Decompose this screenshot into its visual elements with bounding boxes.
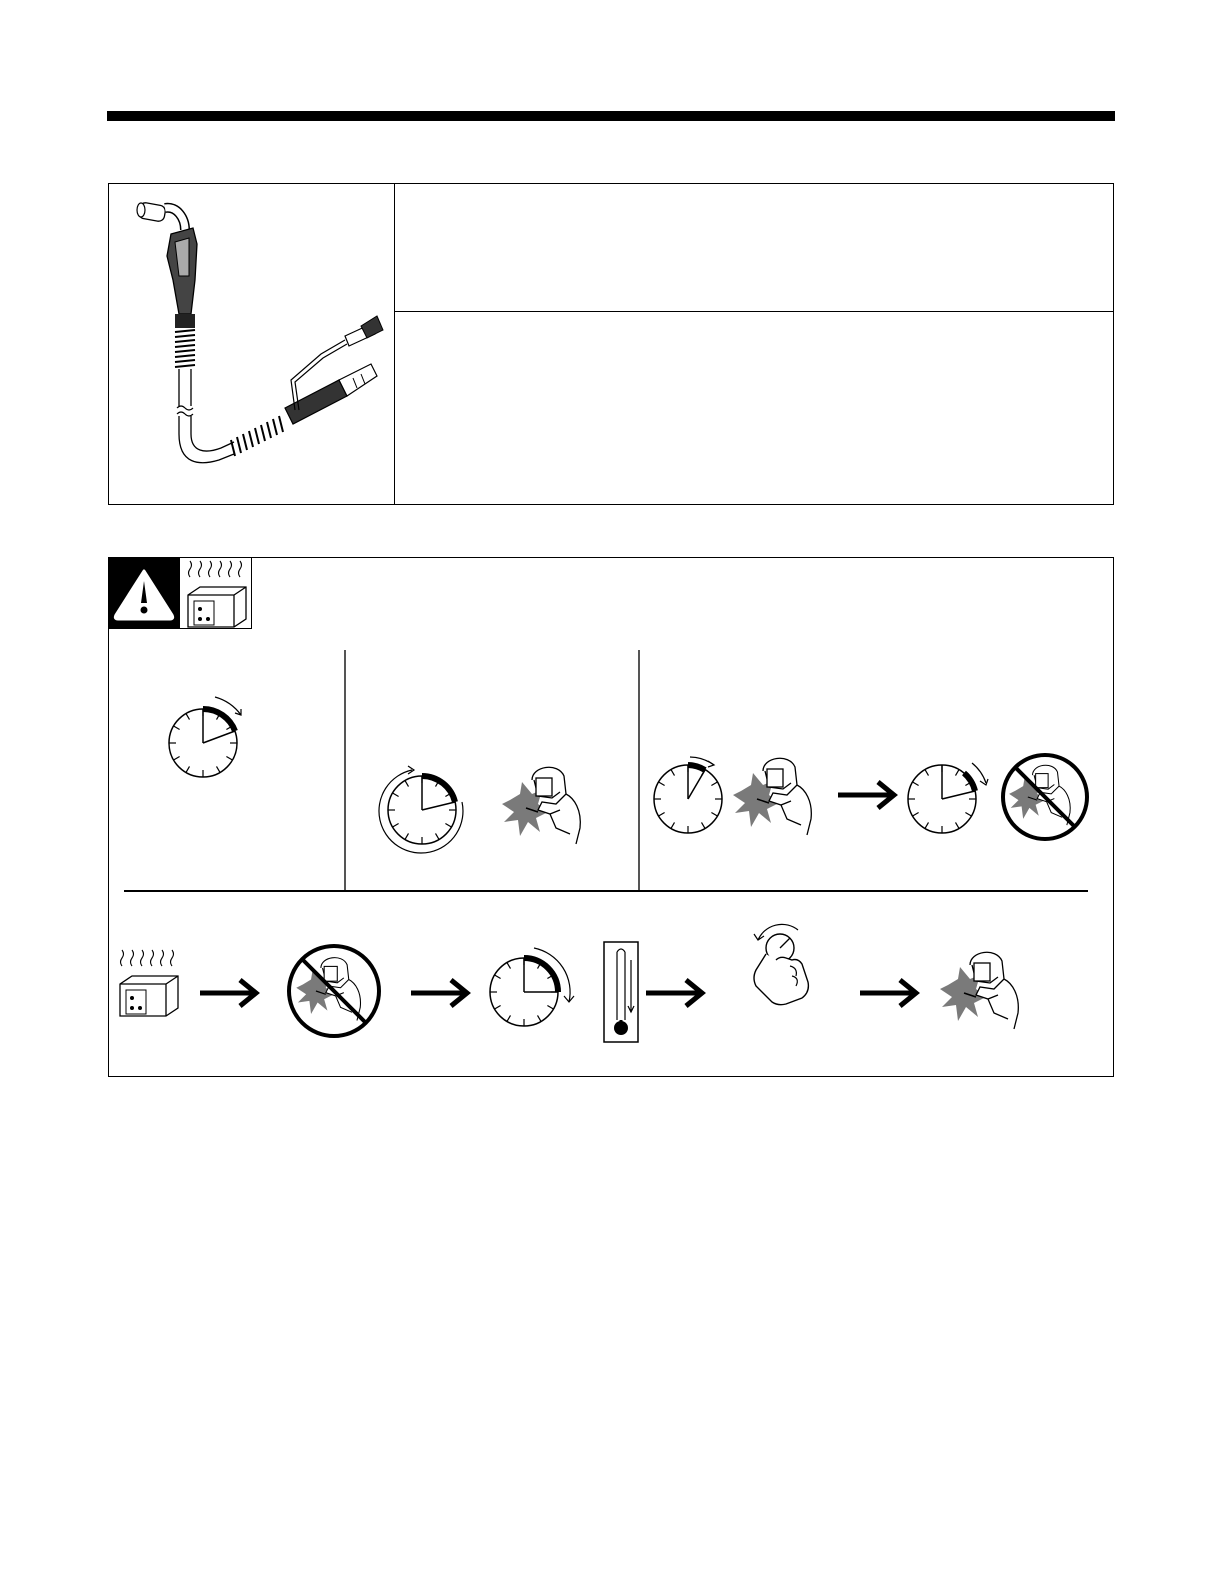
overheat-icon-box xyxy=(180,557,252,629)
mig-gun-image-cell xyxy=(109,184,395,504)
arrow-right-icon xyxy=(838,780,898,810)
panel-divider-1 xyxy=(344,650,346,890)
mig-gun-illustration xyxy=(109,184,394,504)
duty-clock-icon xyxy=(150,690,270,800)
no-welding-icon xyxy=(1000,752,1092,844)
arrow-right-icon xyxy=(411,978,473,1008)
welder-icon xyxy=(500,760,610,860)
arrow-right-icon xyxy=(646,978,708,1008)
reduce-knob-icon xyxy=(746,918,826,1010)
thermometer-icon xyxy=(602,940,642,1046)
short-clock-icon xyxy=(648,755,738,845)
panel-divider-2 xyxy=(638,650,640,890)
panel-divider-bottom xyxy=(124,890,1088,892)
welder-icon xyxy=(735,755,835,845)
warning-badge xyxy=(108,557,180,629)
rest-clock-icon xyxy=(902,755,992,845)
arrow-right-icon xyxy=(200,978,262,1008)
spec-top-cell xyxy=(395,184,1113,312)
arrow-right-icon xyxy=(860,978,922,1008)
continuous-clock-icon xyxy=(370,760,480,870)
cooldown-clock-icon xyxy=(478,940,588,1040)
warning-triangle-icon xyxy=(108,557,180,629)
overheating-unit-icon xyxy=(118,948,188,1020)
welder-icon xyxy=(940,945,1040,1035)
section-rule xyxy=(107,111,1115,121)
spec-table xyxy=(108,183,1114,505)
spec-bottom-cell xyxy=(395,312,1113,504)
no-welding-icon xyxy=(286,943,386,1043)
overheating-unit-icon xyxy=(180,558,252,630)
